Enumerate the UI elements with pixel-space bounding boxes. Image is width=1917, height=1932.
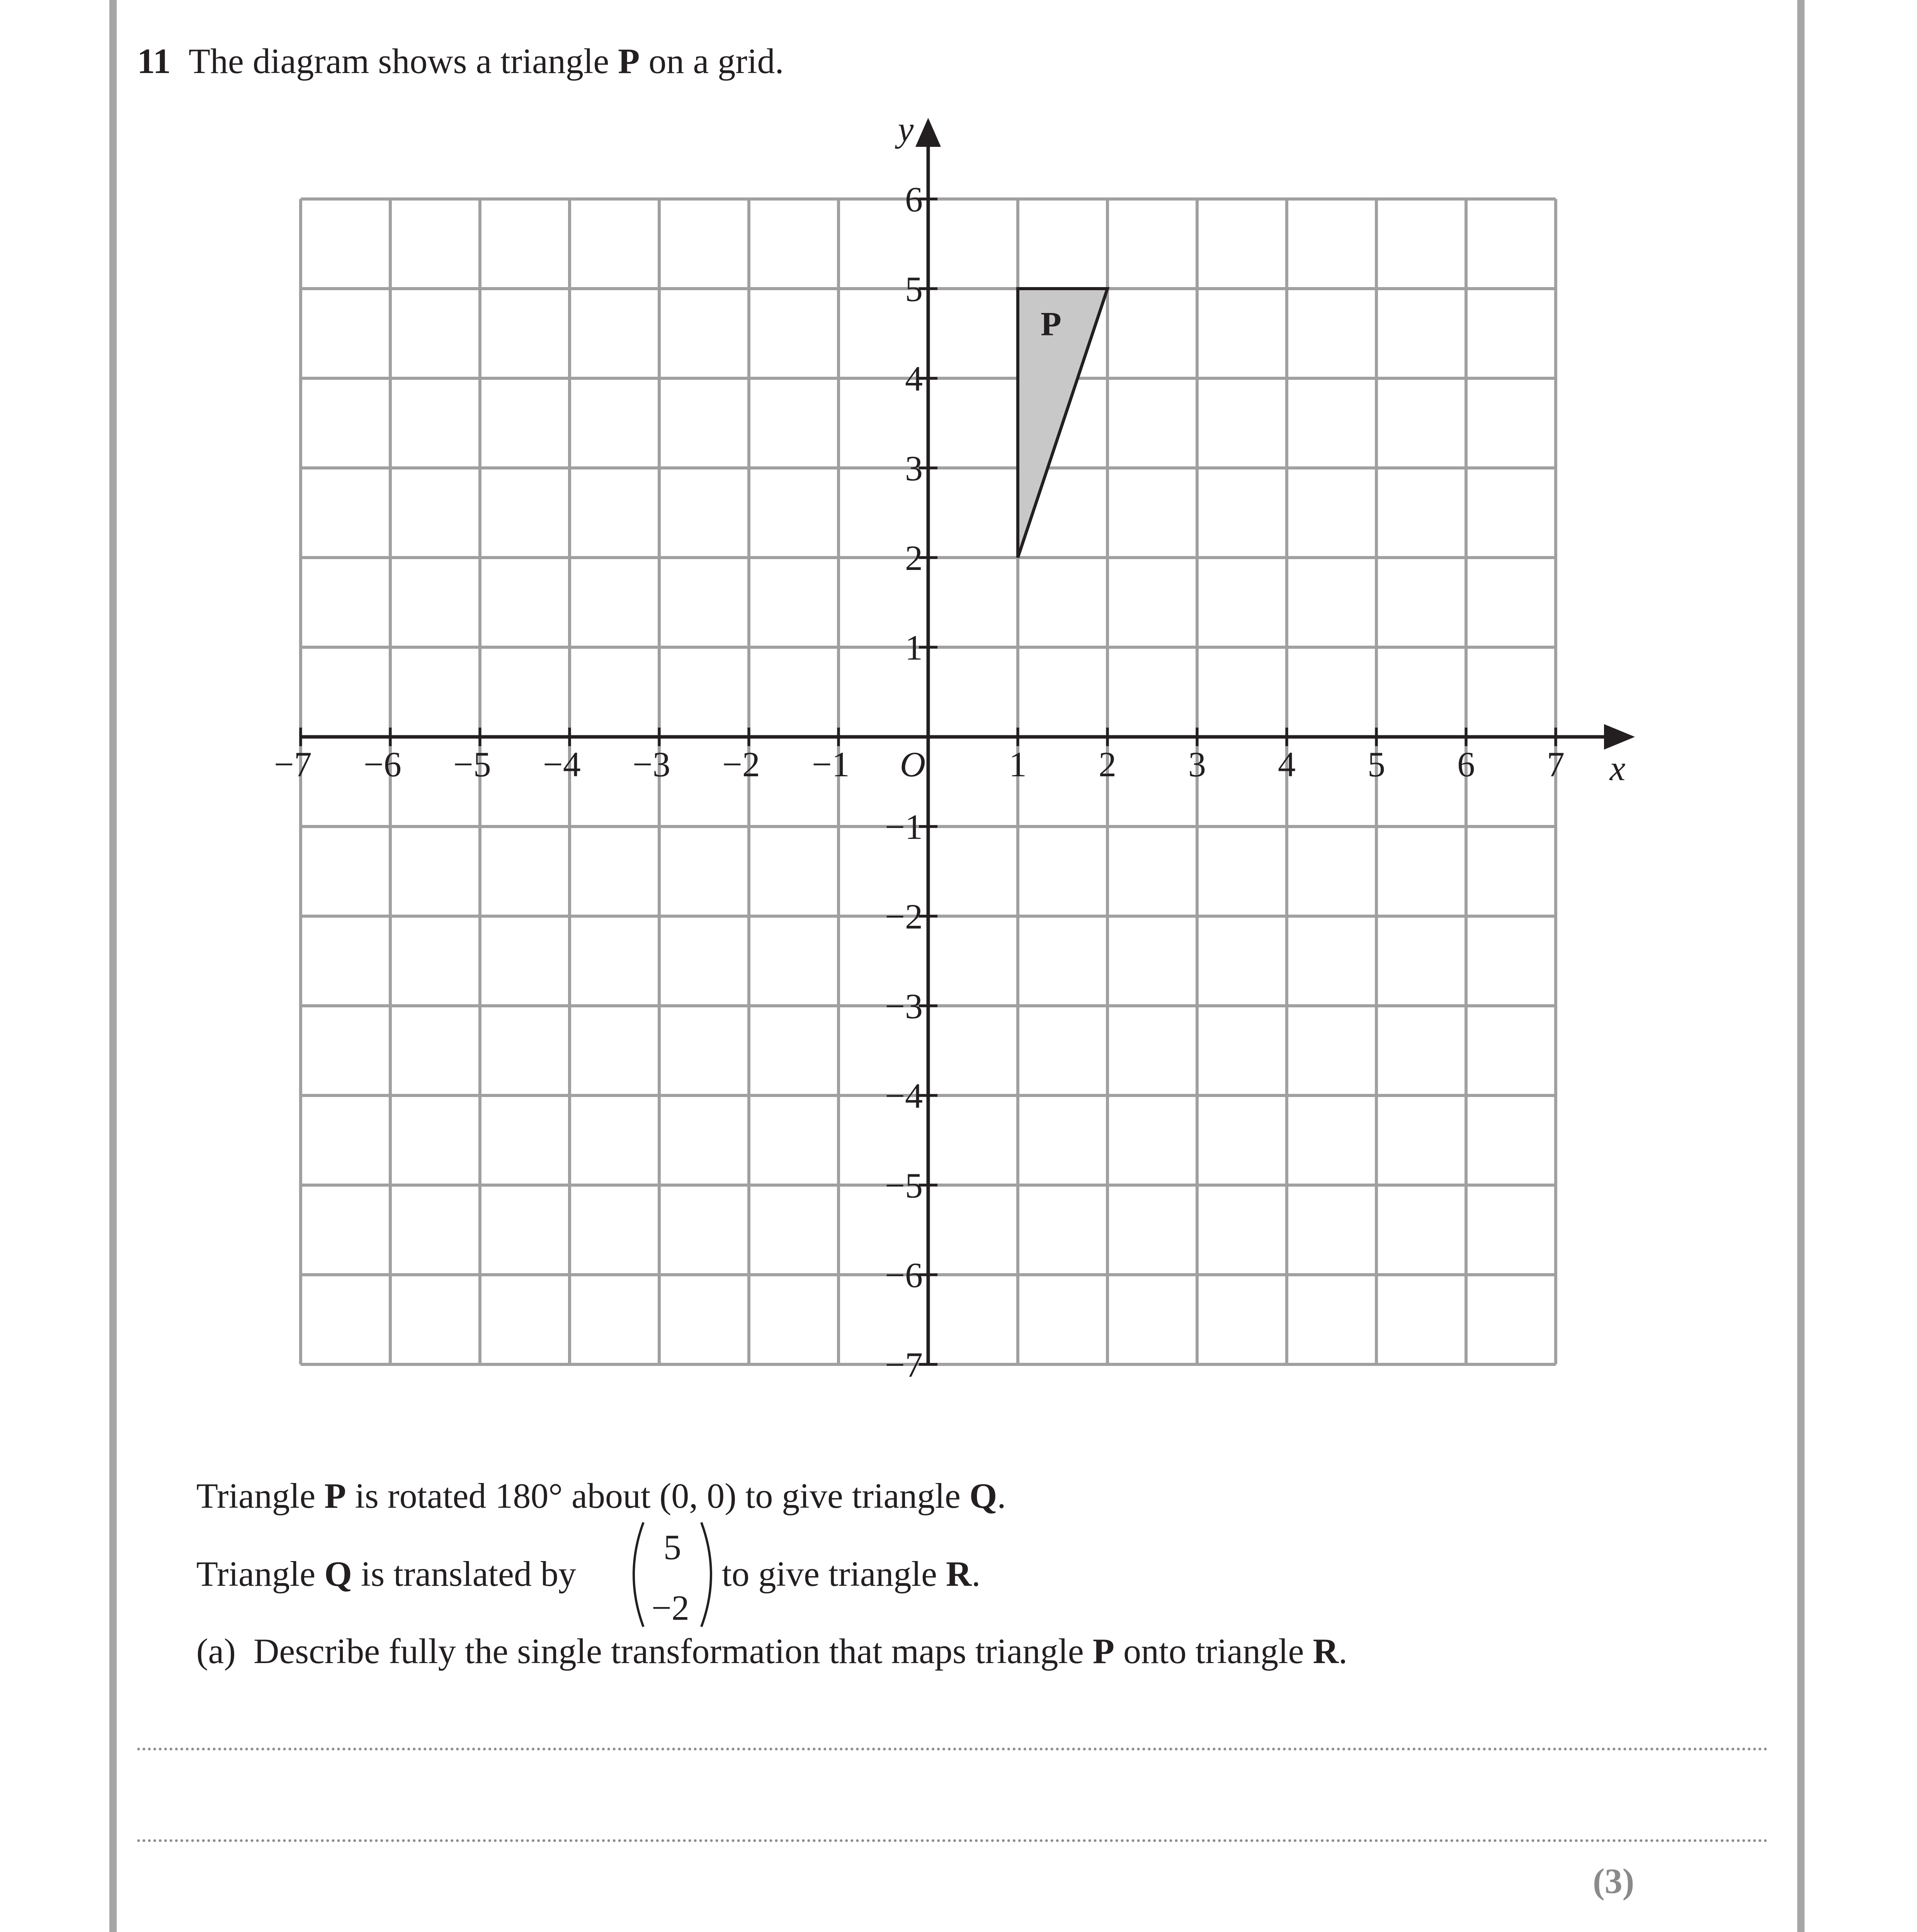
x-tick-label: −4 [543, 745, 581, 784]
x-tick-label: 3 [1188, 745, 1206, 784]
statement-rotation: Triangle P is rotated 180° about (0, 0) to give triangle Q. [196, 1476, 1006, 1515]
part-a-label: (a) [196, 1631, 236, 1671]
y-tick-label: −2 [885, 897, 923, 936]
x-tick-label: −5 [453, 745, 491, 784]
y-tick-label: 1 [905, 628, 923, 667]
y-tick-label: −4 [885, 1076, 923, 1116]
question-intro-triangle: P [618, 41, 640, 81]
x-tick-label: −1 [812, 745, 850, 784]
y-tick-label: 3 [905, 449, 923, 488]
y-tick-label: −1 [885, 807, 923, 847]
origin-label: O [900, 745, 926, 784]
x-tick-label: 5 [1368, 745, 1385, 784]
translation-vector [622, 1519, 723, 1631]
vector-top: 5 [663, 1527, 681, 1567]
answer-line-1[interactable] [137, 1748, 1768, 1750]
vector-bottom: −2 [651, 1588, 689, 1628]
x-axis-arrow [1604, 724, 1635, 750]
y-tick-label: 5 [905, 269, 923, 309]
x-tick-label: −3 [633, 745, 670, 784]
y-tick-label: 4 [905, 359, 923, 398]
y-axis-arrow [915, 118, 941, 147]
x-tick-label: −7 [274, 745, 312, 784]
triangle-p [1018, 289, 1107, 558]
x-tick-label: 6 [1457, 745, 1475, 784]
y-tick-label: −3 [885, 986, 923, 1026]
part-a-question: (a) Describe fully the single transformation that maps triangle P onto triangle R. [196, 1631, 1347, 1671]
statement-translation: Triangle Q is translated by [196, 1554, 576, 1594]
x-tick-label: −2 [722, 745, 760, 784]
y-tick-label: −5 [885, 1166, 923, 1205]
y-axis-label: y [898, 109, 914, 149]
x-axis-label: x [1609, 748, 1626, 788]
x-tick-label: 1 [1009, 745, 1027, 784]
x-tick-label: −6 [364, 745, 401, 784]
statement-translation-end: to give triangle R. [722, 1554, 981, 1594]
part-a-marks: (3) [1593, 1861, 1635, 1901]
question-number: 11 [137, 41, 171, 81]
question-intro-end: on a grid. [640, 41, 784, 81]
question-intro: The diagram shows a triangle [188, 41, 618, 81]
x-tick-label: 2 [1099, 745, 1116, 784]
y-tick-label: −7 [885, 1345, 923, 1384]
x-tick-label: 7 [1547, 745, 1565, 784]
y-tick-label: 2 [905, 538, 923, 578]
y-tick-label: −6 [885, 1255, 923, 1295]
triangle-p-label: P [1040, 305, 1061, 343]
x-tick-label: 4 [1278, 745, 1296, 784]
y-tick-label: 6 [905, 180, 923, 219]
answer-line-2[interactable] [137, 1839, 1768, 1842]
